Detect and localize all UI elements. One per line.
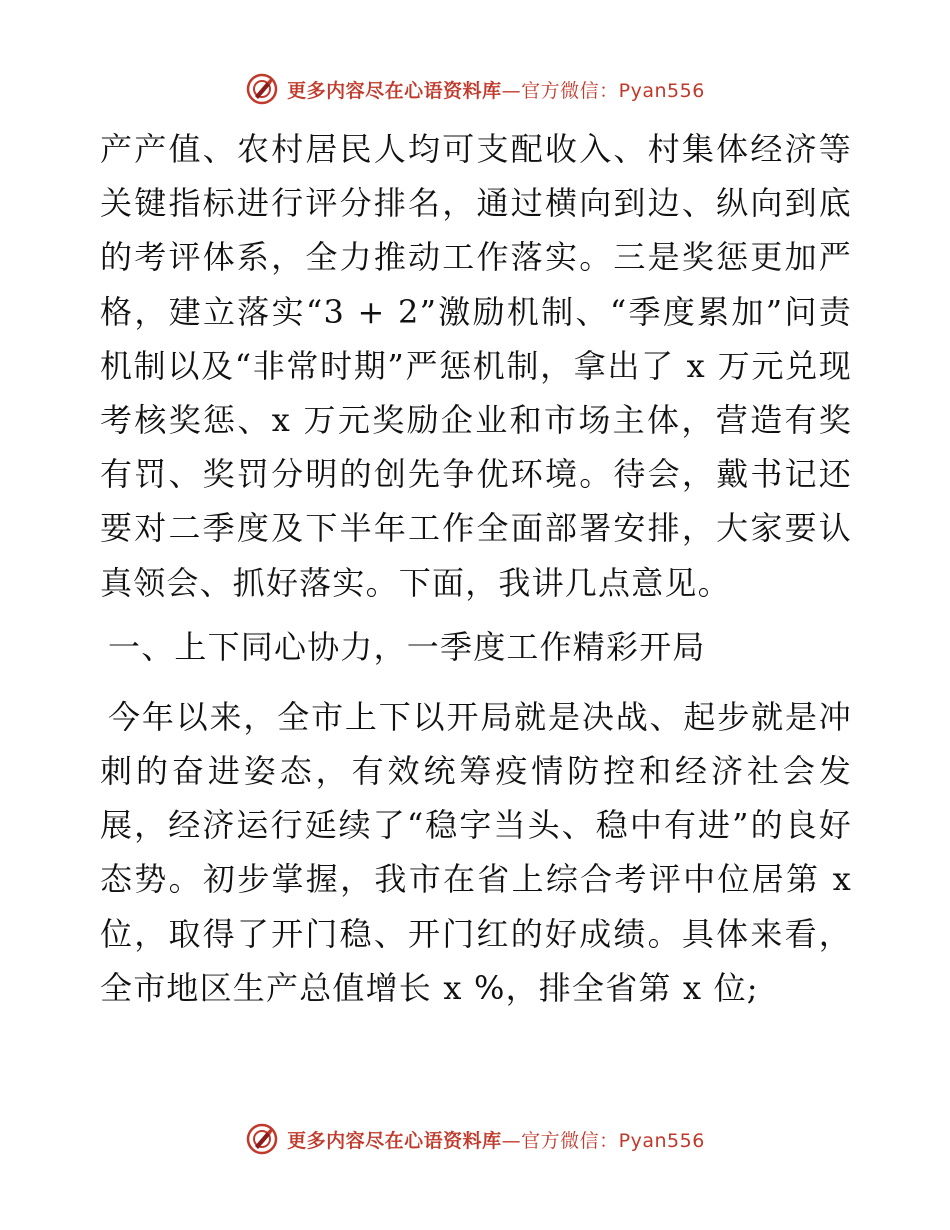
watermark-separator: — [501,1129,522,1152]
watermark-footer [0,1122,950,1156]
watermark-brand: 更多内容尽在心语资料库 [287,1129,502,1152]
watermark-header [0,72,950,106]
section-heading: 一、上下同心协力，一季度工作精彩开局 [108,627,706,666]
body-paragraph: 今年以来，全市上下以开局就是决战、起步就是冲刺的奋进姿态，有效统筹疫情防控和经济社会发展，经济运行延续了“稳字当头、稳中有进”的良好态势。初步掌握，我市在省上综合考评中位居第 x 位，取得了开门稳、开门红的好成绩。具体来看，全市地区生产总值增长 x %，排全省第 x 位; [100,697,852,1007]
brand-logo-icon [245,1122,279,1156]
watermark-contact: 官方微信：Pyan556 [521,1129,705,1152]
watermark-separator: — [501,79,522,102]
body-paragraph: 产产值、农村居民人均可支配收入、村集体经济等关键指标进行评分排名，通过横向到边、纵向到底的考评体系，全力推动工作落实。三是奖惩更加严格，建立落实“3 + 2”激励机制、“季度累加”问责机制以及“非常时期”严惩机制，拿出了 x 万元兑现考核奖惩、x 万元奖励企业和市场主体，营造有奖有罚、奖罚分明的创先争优环境。待会，戴书记还要对二季度及下半年工作全面部署安排，大家要认真领会、抓好落实。下面，我讲几点意见。 [100,130,852,602]
watermark-text [287,1126,705,1153]
watermark-brand: 更多内容尽在心语资料库 [287,79,502,102]
watermark-contact: 官方微信：Pyan556 [521,79,705,102]
watermark-text [287,76,705,103]
brand-logo-icon [245,72,279,106]
document-body [100,122,852,1015]
